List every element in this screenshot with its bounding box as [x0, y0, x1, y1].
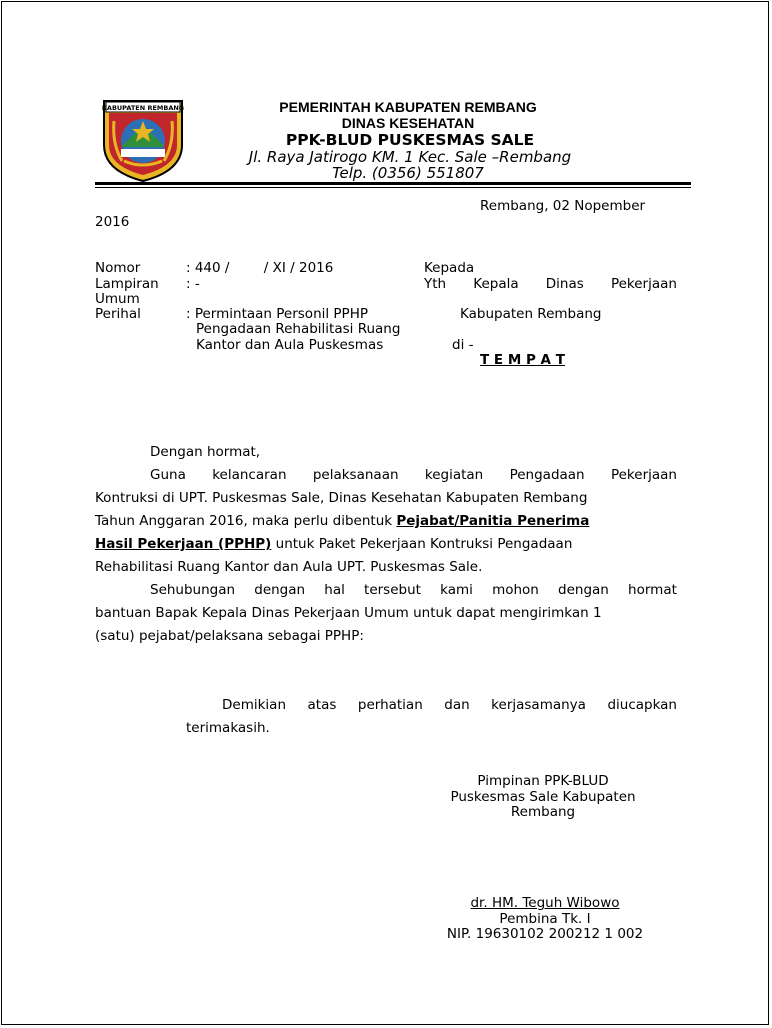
- paragraph2-line3: (satu) pejabat/pelaksana sebagai PPHP:: [95, 628, 364, 644]
- signature-nip: NIP. 19630102 200212 1 002: [446, 926, 644, 942]
- svg-text:KABUPATEN REMBANG: KABUPATEN REMBANG: [101, 104, 185, 112]
- perihal-line3: Kantor dan Aula Puskesmas: [196, 337, 384, 353]
- paragraph2-line2: bantuan Bapak Kepala Dinas Pekerjaan Umum untuk dapat mengirimkan 1: [95, 605, 602, 621]
- closing-line2: terimakasih.: [186, 720, 270, 736]
- perihal-line2: Pengadaan Rehabilitasi Ruang: [196, 321, 401, 337]
- letterhead-line2: DINAS KESEHATAN: [341, 115, 475, 131]
- signature-title1: Pimpinan PPK-BLUD: [477, 773, 609, 789]
- letter-date-year: 2016: [95, 214, 130, 230]
- paragraph1-line1: Guna kelancaran pelaksanaan kegiatan Pengadaan Pekerjaan: [150, 467, 677, 483]
- letterhead-phone: Telp. (0356) 551807: [332, 164, 484, 182]
- signature-rank: Pembina Tk. I: [499, 911, 591, 927]
- perihal-label: Perihal: [95, 306, 141, 322]
- letterhead-line3: PPK-BLUD PUSKESMAS SALE: [285, 131, 535, 149]
- letter-date: Rembang, 02 Nopember: [480, 198, 646, 214]
- paragraph1-line5: Rehabilitasi Ruang Kantor dan Aula UPT. Puskesmas Sale.: [95, 559, 483, 575]
- closing-line1: Demikian atas perhatian dan kerjasamanya diucapkan: [222, 697, 677, 713]
- recipient-tempat: T E M P A T: [480, 352, 565, 368]
- recipient-umum: Umum: [95, 291, 140, 307]
- signature-name: dr. HM. Teguh Wibowo: [470, 895, 620, 911]
- nomor-label: Nomor: [95, 260, 141, 276]
- letterhead-rule-thick: [95, 182, 691, 185]
- nomor-value: : 440 / / XI / 2016: [186, 260, 334, 276]
- signature-title2: Puskesmas Sale Kabupaten: [450, 789, 636, 805]
- lampiran-label: Lampiran: [95, 276, 159, 292]
- paragraph1-line3: Tahun Anggaran 2016, maka perlu dibentuk Pejabat/Panitia Penerima: [95, 513, 590, 529]
- recipient-kabupaten: Kabupaten Rembang: [460, 306, 602, 322]
- lampiran-value: : -: [186, 276, 200, 292]
- recipient-yth: Yth Kepala Dinas Pekerjaan: [424, 276, 677, 292]
- letterhead-line1: PEMERINTAH KABUPATEN REMBANG: [279, 99, 537, 115]
- paragraph2-line1: Sehubungan dengan hal tersebut kami mohon dengan hormat: [150, 582, 677, 598]
- signature-title3: Rembang: [510, 804, 576, 820]
- perihal-line1: : Permintaan Personil PPHP: [186, 306, 368, 322]
- paragraph1-line4: Hasil Pekerjaan (PPHP) untuk Paket Pekerjaan Kontruksi Pengadaan: [95, 536, 573, 552]
- letterhead-address: Jl. Raya Jatirogo KM. 1 Kec. Sale –Rembang: [248, 148, 572, 166]
- paragraph1-line2: Kontruksi di UPT. Puskesmas Sale, Dinas Kesehatan Kabupaten Rembang: [95, 490, 588, 506]
- salutation: Dengan hormat,: [150, 444, 261, 460]
- letterhead-rule-thin: [95, 187, 691, 188]
- recipient-kepada: Kepada: [424, 260, 475, 276]
- recipient-di: di -: [452, 337, 474, 353]
